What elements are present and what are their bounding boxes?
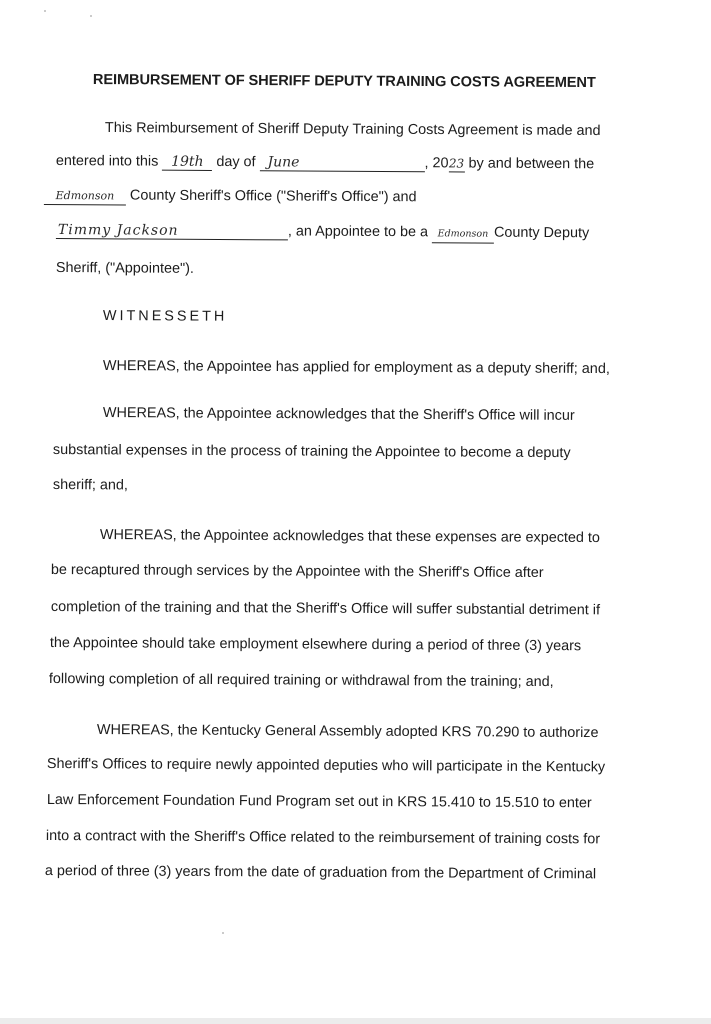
scan-speck: [222, 932, 224, 934]
whereas-2-line-3: sheriff; and,: [52, 477, 128, 494]
whereas-2-line-1: WHEREAS, the Appointee acknowledges that the Sheriff's Office will incur: [102, 405, 575, 424]
county-field[interactable]: Edmonson: [44, 188, 126, 206]
intro-line-5: Sheriff, ("Appointee").: [55, 260, 194, 277]
whereas-4-line-4: into a contract with the Sheriff's Office related to the reimbursement of training costs for: [45, 828, 601, 848]
appointee-name-field[interactable]: Timmy Jackson: [56, 222, 288, 240]
intro-text: day of: [216, 153, 256, 171]
witnesseth-heading: WITNESSETH: [102, 308, 228, 325]
intro-line-2: [56, 153, 594, 173]
whereas-3-line-4: the Appointee should take employment elsewhere during a period of three (3) years: [49, 635, 582, 655]
whereas-4-line-1: WHEREAS, the Kentucky General Assembly adopted KRS 70.290 to authorize: [96, 722, 599, 742]
day-field[interactable]: 19th: [162, 154, 212, 171]
intro-text: entered into this: [55, 153, 159, 170]
intro-line-4: [56, 222, 589, 244]
whereas-3-line-5: following completion of all required training or withdrawal from the training; and,: [48, 671, 554, 691]
page-bottom-edge: [0, 1018, 711, 1024]
document-title: REIMBURSEMENT OF SHERIFF DEPUTY TRAINING COSTS AGREEMENT: [92, 72, 596, 92]
intro-text: by and between the: [468, 155, 595, 173]
whereas-4-line-5: a period of three (3) years from the date of graduation from the Department of Criminal: [44, 863, 597, 883]
whereas-3-line-2: be recaptured through services by the Appointee with the Sheriff's Office after: [50, 562, 544, 582]
whereas-3-line-1: WHEREAS, the Appointee acknowledges that these expenses are expected to: [99, 527, 600, 547]
intro-text: County Deputy: [493, 224, 590, 242]
whereas-1: WHEREAS, the Appointee has applied for employment as a deputy sheriff; and,: [102, 358, 610, 378]
whereas-4-line-3: Law Enforcement Foundation Fund Program set out in KRS 15.410 to 15.510 to enter: [46, 792, 592, 812]
intro-line-3: [44, 187, 417, 207]
intro-text: County Sheriff's Office ("Sheriff's Office") and: [129, 187, 417, 206]
intro-line-1: This Reimbursement of Sheriff Deputy Training Costs Agreement is made and: [104, 120, 601, 140]
scan-speck: [44, 10, 46, 12]
month-field[interactable]: June: [260, 154, 425, 172]
intro-text: , 20: [424, 155, 449, 172]
whereas-3-line-3: completion of the training and that the Sheriff's Office will suffer substantial detriment if: [50, 599, 601, 619]
whereas-2-line-2: substantial expenses in the process of training the Appointee to become a deputy: [52, 442, 571, 462]
whereas-4-line-2: Sheriff's Offices to require newly appointed deputies who will participate in the Kentucky: [46, 756, 606, 776]
scan-speck: [90, 15, 92, 17]
intro-text: , an Appointee to be a: [287, 223, 429, 241]
county-field-2[interactable]: Edmonson: [432, 226, 494, 243]
year-field[interactable]: 23: [449, 155, 465, 172]
